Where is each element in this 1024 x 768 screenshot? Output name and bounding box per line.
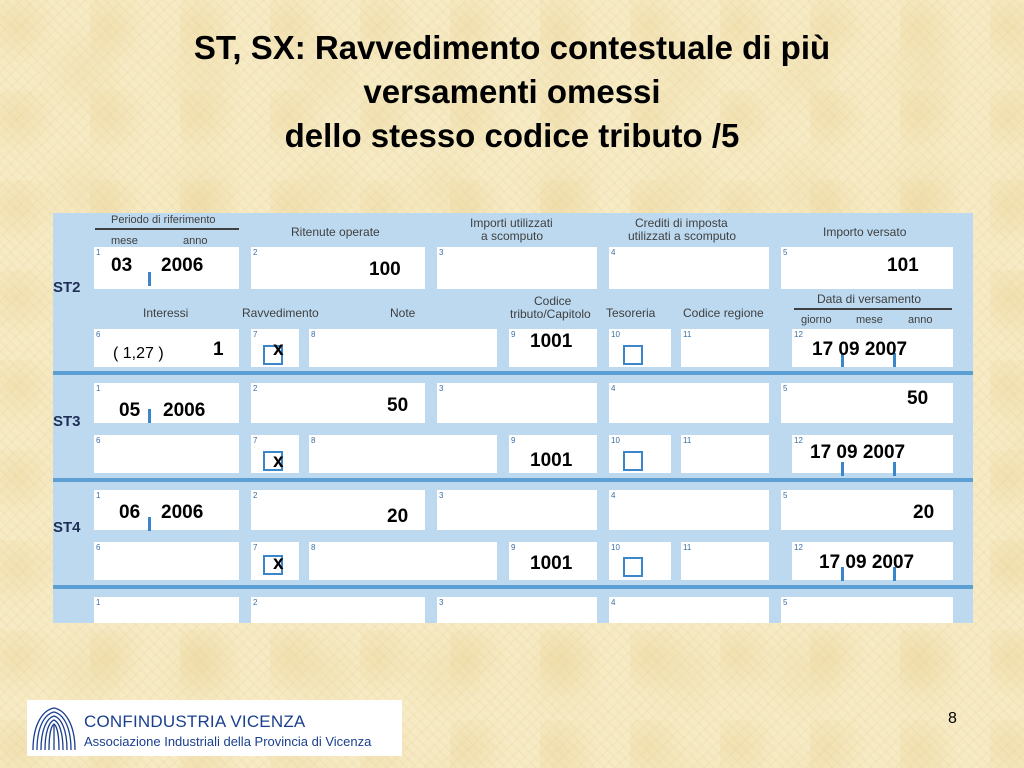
field-number: 10 (611, 543, 620, 552)
st2-data-value: 17 09 2007 (812, 339, 908, 360)
field-number: 2 (253, 384, 258, 393)
st4-mese-value: 06 (119, 502, 141, 523)
header-interessi: Interessi (143, 306, 189, 320)
header-codice-regione: Codice regione (683, 306, 764, 320)
header-note: Note (390, 306, 416, 320)
section-label-st3: ST3 (53, 413, 81, 430)
field-number: 7 (253, 330, 258, 339)
section-separator (53, 585, 973, 589)
header-mese: mese (111, 235, 138, 247)
st2-mese-value: 03 (111, 255, 133, 276)
header-crediti-2: utilizzati a scomputo (628, 229, 737, 243)
field-number: 5 (783, 598, 788, 607)
field-importi (437, 247, 597, 289)
st2-ravvedimento-number: 1 (213, 339, 224, 360)
header-importi-1: Importi utilizzati (470, 216, 553, 230)
field-codice-regione (681, 542, 769, 580)
field-number: 4 (611, 384, 616, 393)
field-importo (781, 247, 953, 289)
st4-ritenute-value: 20 (387, 506, 409, 527)
field-number: 3 (439, 491, 444, 500)
st3-data-value: 17 09 2007 (810, 442, 906, 463)
st2-codice-value: 1001 (530, 331, 573, 352)
st2-ravvedimento-mark: x (273, 339, 284, 360)
st4-tesoreria-checkbox (623, 557, 643, 577)
st3-anno-value: 2006 (163, 400, 206, 421)
field-number: 1 (96, 491, 101, 500)
header-codice-2: tributo/Capitolo (510, 307, 591, 321)
field-number: 7 (253, 543, 258, 552)
page-number: 8 (948, 710, 957, 727)
field-number: 2 (253, 491, 258, 500)
field-note (309, 542, 497, 580)
field-number: 4 (611, 248, 616, 257)
st2-anno-value: 2006 (161, 255, 204, 276)
confindustria-logo-icon (29, 704, 79, 752)
field-number: 4 (611, 598, 616, 607)
field-number: 4 (611, 491, 616, 500)
header-anno: anno (183, 235, 208, 247)
field-crediti (609, 383, 769, 423)
st2-importo-value: 101 (887, 255, 919, 276)
field-crediti (609, 490, 769, 530)
field-note (309, 329, 497, 367)
section-separator (53, 478, 973, 482)
field-number: 9 (511, 330, 516, 339)
field-number: 11 (683, 543, 692, 552)
field-number: 6 (96, 436, 101, 445)
field-importi (437, 490, 597, 530)
header-ravvedimento: Ravvedimento (242, 306, 319, 320)
st4-codice-value: 1001 (530, 553, 573, 574)
field-empty (94, 597, 239, 623)
separator-tick (893, 462, 896, 476)
field-empty (437, 597, 597, 623)
header-underline (794, 308, 952, 310)
separator-tick (148, 517, 151, 531)
field-empty (609, 597, 769, 623)
header-importo-versato: Importo versato (823, 225, 907, 239)
logo-subtitle: Associazione Industriali della Provincia di Vicenza (84, 734, 372, 749)
st3-tesoreria-checkbox (623, 451, 643, 471)
field-number: 12 (794, 543, 803, 552)
field-number: 6 (96, 543, 101, 552)
logo-name: CONFINDUSTRIA VICENZA (84, 712, 306, 731)
header-importi-2: a scomputo (481, 229, 544, 243)
header-data-versamento: Data di versamento (817, 292, 922, 306)
st3-ritenute-value: 50 (387, 395, 409, 416)
st2-tesoreria-checkbox (623, 345, 643, 365)
field-number: 2 (253, 598, 258, 607)
separator-tick (841, 462, 844, 476)
field-number: 5 (783, 384, 788, 393)
st3-mese-value: 05 (119, 400, 141, 421)
st4-data-value: 17 09 2007 (819, 552, 915, 573)
field-number: 12 (794, 436, 803, 445)
header-periodo: Periodo di riferimento (111, 214, 216, 226)
header-ritenute: Ritenute operate (291, 225, 380, 239)
st2-ritenute-value: 100 (369, 259, 401, 280)
header-codice-1: Codice (534, 294, 572, 308)
field-number: 8 (311, 330, 316, 339)
field-codice-regione (681, 435, 769, 473)
title-line-2: versamenti omessi (363, 73, 661, 110)
field-number: 10 (611, 330, 620, 339)
field-crediti (609, 247, 769, 289)
st4-importo-value: 20 (913, 502, 935, 523)
field-interessi (94, 542, 239, 580)
separator-tick (148, 272, 151, 286)
field-note (309, 435, 497, 473)
header-giorno: giorno (801, 314, 832, 326)
field-number: 2 (253, 248, 258, 257)
field-number: 3 (439, 384, 444, 393)
field-empty (781, 597, 953, 623)
section-label-st4: ST4 (53, 519, 81, 536)
field-number: 1 (96, 384, 101, 393)
field-number: 6 (96, 330, 101, 339)
section-separator (53, 371, 973, 375)
field-number: 11 (683, 436, 692, 445)
field-number: 9 (511, 543, 516, 552)
field-number: 11 (683, 330, 692, 339)
field-number: 1 (96, 248, 101, 257)
separator-tick (148, 409, 151, 423)
field-codice-regione (681, 329, 769, 367)
st3-ravvedimento-mark: x (273, 451, 284, 472)
field-number: 12 (794, 330, 803, 339)
field-number: 3 (439, 248, 444, 257)
header-crediti-1: Crediti di imposta (635, 216, 728, 230)
slide-title (0, 26, 1024, 158)
st4-anno-value: 2006 (161, 502, 204, 523)
section-label-st2: ST2 (53, 279, 81, 296)
st4-ravvedimento-mark: x (273, 553, 284, 574)
title-line-3: dello stesso codice tributo /5 (284, 117, 740, 154)
field-number: 3 (439, 598, 444, 607)
st2-interessi-value: ( 1,27 ) (113, 345, 164, 362)
field-empty (251, 597, 425, 623)
field-number: 7 (253, 436, 258, 445)
header-mese-2: mese (856, 314, 883, 326)
tax-form-image (53, 213, 973, 623)
header-tesoreria: Tesoreria (606, 306, 656, 320)
header-anno-2: anno (908, 314, 933, 326)
field-number: 5 (783, 491, 788, 500)
field-number: 9 (511, 436, 516, 445)
field-number: 1 (96, 598, 101, 607)
st3-codice-value: 1001 (530, 450, 573, 471)
field-importi (437, 383, 597, 423)
st3-importo-value: 50 (907, 388, 929, 409)
header-underline (95, 228, 239, 230)
field-number: 5 (783, 248, 788, 257)
field-number: 10 (611, 436, 620, 445)
title-line-1: ST, SX: Ravvedimento contestuale di più (193, 29, 831, 66)
field-number: 8 (311, 436, 316, 445)
confindustria-logo (27, 700, 402, 756)
field-number: 8 (311, 543, 316, 552)
field-interessi (94, 435, 239, 473)
